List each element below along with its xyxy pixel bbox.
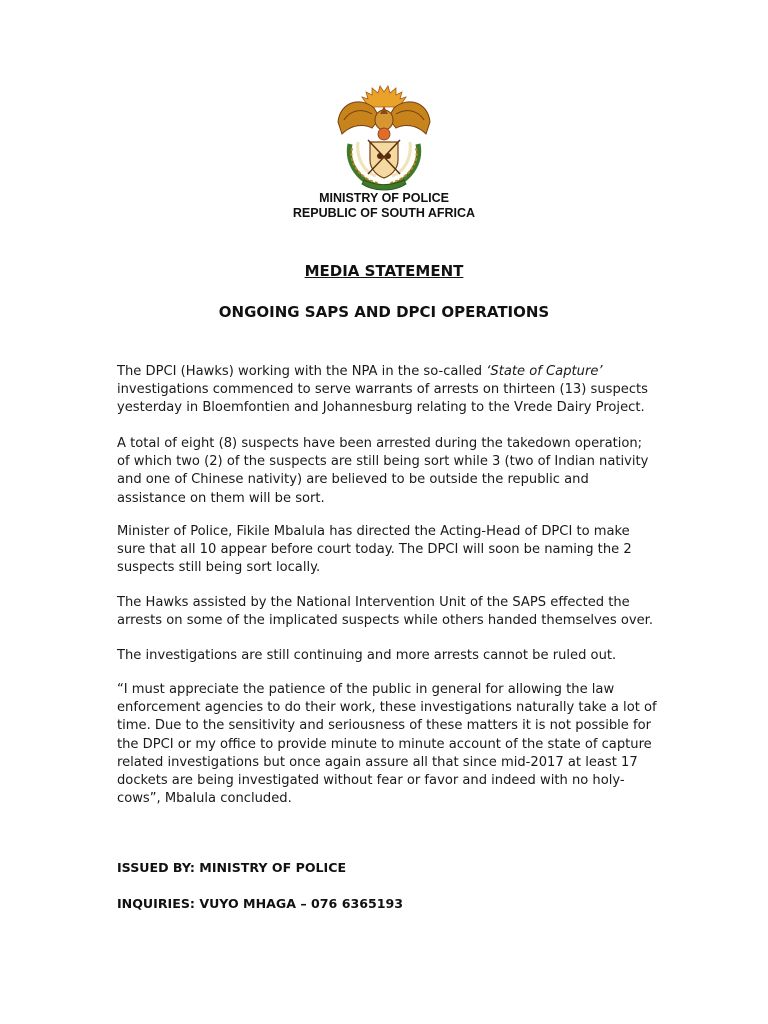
paragraph-4: The Hawks assisted by the National Intervention Unit of the SAPS effected the arrests on some of the implicated suspects while others handed themselves over.: [117, 595, 654, 629]
letterhead-country: REPUBLIC OF SOUTH AFRICA: [292, 206, 476, 220]
statement-title: MEDIA STATEMENT: [304, 262, 464, 280]
paragraph-3: Minister of Police, Fikile Mbalula has directed the Acting-Head of DPCI to make sure that all 10 appear before court today. The DPCI will soon be naming the 2 suspects still being sort locally.: [117, 524, 632, 576]
statement-subtitle: ONGOING SAPS AND DPCI OPERATIONS: [218, 303, 550, 321]
paragraph-5: The investigations are still continuing and more arrests cannot be ruled out.: [117, 648, 617, 663]
coat-of-arms-icon: [330, 84, 438, 194]
issued-by: ISSUED BY: MINISTRY OF POLICE: [117, 860, 347, 875]
paragraph-6-quote: “I must appreciate the patience of the public in general for allowing the law enforcement agencies to do their work, these investigations naturally take a lot of time. Due to the sensitivity and seriousness of these matters it is not possible for the DPCI or my office to provide minute to minute account of the state of capture related investigations but once again assure all that since mid-2017 at least 17 dockets are being investigated without fear or favor and indeed with no holy-cows”, Mbalula concluded.: [117, 682, 657, 807]
inquiries-contact: INQUIRIES: VUYO MHAGA – 076 6365193: [117, 896, 404, 911]
paragraph-2: A total of eight (8) suspects have been arrested during the takedown operation; of which two (2) of the suspects are still being sort while 3 (two of Indian nativity and one of Chinese nativity) are believed to be outside the republic and assistance on them will be sort.: [117, 436, 649, 506]
paragraph-1-italic: ‘State of Capture’: [486, 364, 603, 379]
paragraph-1-start: The DPCI (Hawks) working with the NPA in the so-called: [117, 364, 487, 379]
paragraph-1-end: investigations commenced to serve warrants of arrests on thirteen (13) suspects yesterday in Bloemfontien and Johannesburg relating to the Vrede Dairy Project.: [117, 382, 648, 416]
letterhead-ministry: MINISTRY OF POLICE: [319, 191, 449, 205]
paragraph-1: [117, 363, 657, 418]
